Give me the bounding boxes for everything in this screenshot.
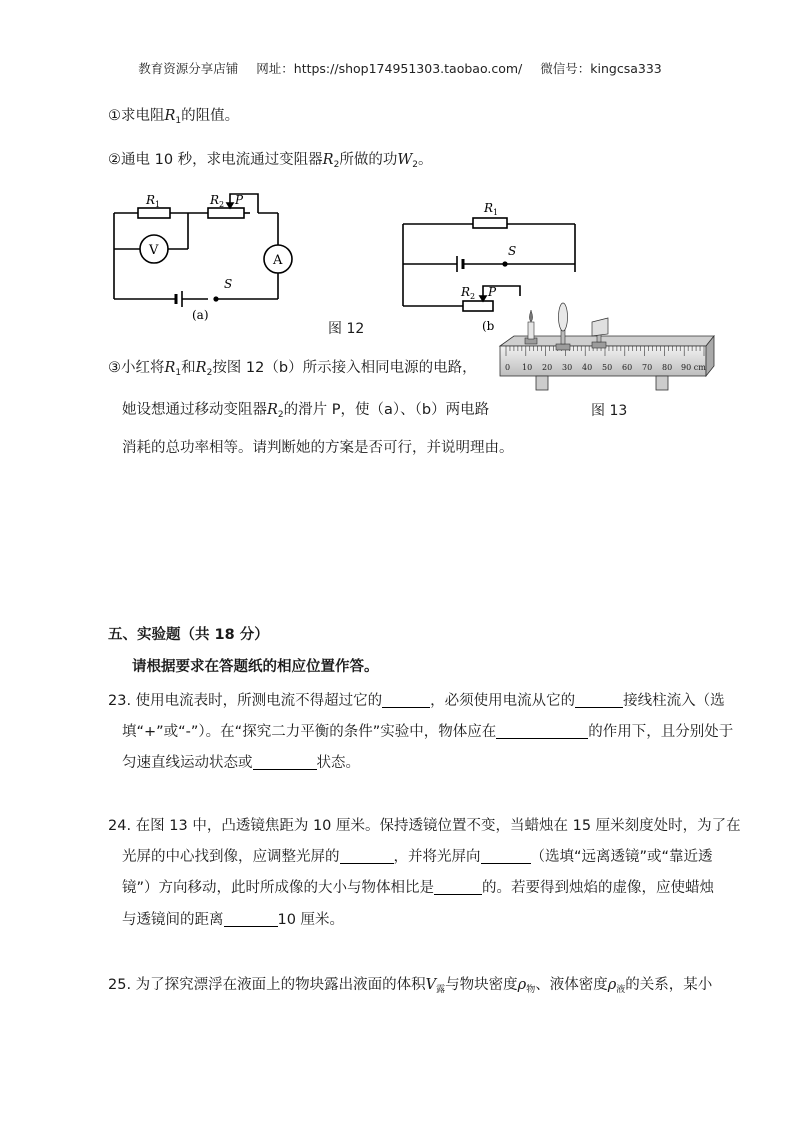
q23-blank-2[interactable] (575, 691, 623, 708)
q24-blank-4[interactable] (224, 910, 278, 927)
fig12a-s-label: S (224, 277, 233, 291)
light-screen-icon (592, 318, 608, 348)
q25-line1: 25. 为了探究漂浮在液面上的物块露出液面的体积$V_露$与物块密度$\rho_物$、液体密度$\rho_液$的关系，某小 (108, 977, 713, 995)
figure-12a-circuit (100, 185, 300, 325)
fig12b-p-label: P (488, 285, 497, 299)
q24-line1: 24. 在图 13 中，凸透镜焦距为 10 厘米。保持透镜位置不变，当蜡烛在 15 厘米刻度处时，为了在 (108, 818, 741, 834)
figure-13-caption: 图 13 (591, 403, 628, 419)
ruler-label-30: 30 (562, 363, 573, 372)
svg-text:1: 1 (493, 208, 499, 217)
ruler-label-20: 20 (542, 363, 553, 372)
voltmeter-icon: V (149, 243, 159, 258)
q24-blank-1[interactable] (340, 847, 394, 864)
q23-blank-3[interactable] (496, 722, 588, 739)
fig12b-s-label: S (508, 244, 517, 258)
q23-line2: 填“+”或“-”）。在“探究二力平衡的条件”实验中，物体应在 的作用下，且分别处于 (122, 724, 734, 740)
shop-url[interactable]: 网址：https://shop174951303.taobao.com/ (256, 61, 523, 76)
ruler-label-40: 40 (582, 363, 593, 372)
section-5-title: 五、实验题（共 18 分） (108, 627, 269, 643)
ruler-label-50: 50 (602, 363, 613, 372)
q24-line3: 镜”）方向移动，此时所成像的大小与物体相比是 的。若要得到烛焰的虚像，应使蜡烛 (122, 880, 715, 896)
fig12b-r2-label: R (461, 285, 471, 299)
shop-name: 教育资源分享店铺 (138, 61, 239, 76)
q22-part3-line3: 消耗的总功率相等。请判断她的方案是否可行，并说明理由。 (122, 440, 514, 456)
fig12a-caption: (a) (192, 308, 209, 322)
wechat-id: 微信号：kingcsa333 (540, 61, 662, 76)
q24-line4: 与透镜间的距离 10 厘米。 (122, 912, 345, 928)
q22-part1: ①求电阻$R_1$的阻值。 (108, 108, 240, 126)
figure-13-optical-bench (492, 300, 718, 392)
ruler-label-80: 80 (662, 363, 673, 372)
fig12b-caption: (b (482, 319, 495, 333)
q22-part3-line1: ③小红将$R_1$和$R_2$按图 12（b）所示接入相同电源的电路， (108, 360, 477, 378)
page-header (0, 59, 800, 77)
q23-blank-4[interactable] (253, 753, 317, 770)
fig12a-r1-label: R (146, 193, 156, 207)
fig12b-r1-label: R (484, 201, 494, 215)
fig12a-r2-label: R (210, 193, 220, 207)
section-5-instruction: 请根据要求在答题纸的相应位置作答。 (132, 659, 379, 675)
q22-part3-line2: 她设想通过移动变阻器$R_2$的滑片 P，使（a）、（b）两电路 (122, 402, 490, 420)
candle-icon (525, 310, 537, 344)
q24-blank-3[interactable] (434, 878, 482, 895)
q23-line1: 23. 使用电流表时，所测电流不得超过它的 ，必须使用电流从它的 接线柱流入（选 (108, 693, 725, 709)
svg-text:2: 2 (470, 292, 476, 301)
q22-part2: ②通电 10 秒，求电流通过变阻器$R_2$所做的功$W_2$。 (108, 152, 433, 170)
q24-blank-2[interactable] (481, 847, 531, 864)
q23-blank-1[interactable] (382, 691, 430, 708)
svg-text:2: 2 (219, 200, 225, 209)
ruler-label-60: 60 (622, 363, 633, 372)
fig12a-p-label: P (235, 193, 244, 207)
q23-line3: 匀速直线运动状态或 状态。 (122, 755, 360, 771)
q24-line2: 光屏的中心找到像，应调整光屏的 ，并将光屏向 （选填“远离透镜”或“靠近透 (122, 849, 713, 865)
svg-text:1: 1 (155, 200, 161, 209)
ammeter-icon: A (273, 253, 283, 268)
ruler-label-70: 70 (642, 363, 653, 372)
ruler-label-0: 0 (505, 363, 511, 372)
ruler-label-90: 90 cm (681, 363, 706, 372)
figure-12-caption: 图 12 (328, 321, 365, 337)
ruler-label-10: 10 (522, 363, 533, 372)
